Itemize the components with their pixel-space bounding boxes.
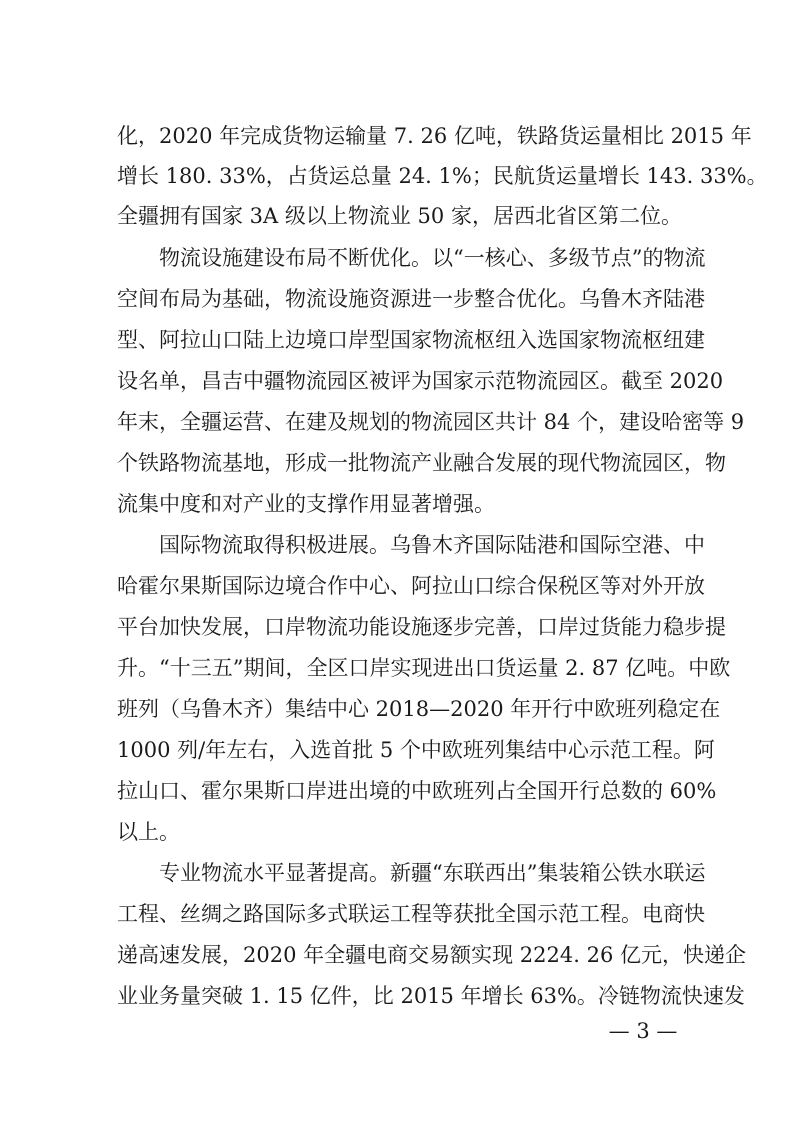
paragraph-start-line: 物流设施建设布局不断优化。以“一核心、多级节点”的物流 [159, 246, 706, 270]
text-line: 拉山口、霍尔果斯口岸进出境的中欧班列占全国开行总数的 60% [117, 779, 717, 803]
paragraph-start-line: 专业物流水平显著提高。新疆“东联西出”集装箱公铁水联运 [159, 861, 706, 885]
page-number: — 3 — [608, 1019, 678, 1043]
text-line: 业业务量突破 1. 15 亿件，比 2015 年增长 63%。冷链物流快速发 [117, 984, 745, 1008]
text-line: 班列（乌鲁木齐）集结中心 2018—2020 年开行中欧班列稳定在 [117, 697, 721, 721]
text-line: 平台加快发展，口岸物流功能设施逐步完善，口岸过货能力稳步提 [117, 615, 726, 639]
text-line: 化，2020 年完成货物运输量 7. 26 亿吨，铁路货运量相比 2015 年 [117, 124, 752, 148]
text-line: 哈霍尔果斯国际边境合作中心、阿拉山口综合保税区等对外开放 [117, 574, 705, 598]
text-line: 递高速发展，2020 年全疆电商交易额实现 2224. 26 亿元，快递企 [117, 943, 746, 967]
text-line: 型、阿拉山口陆上边境口岸型国家物流枢纽入选国家物流枢纽建 [117, 328, 705, 352]
text-line: 空间布局为基础，物流设施资源进一步整合优化。乌鲁木齐陆港 [117, 287, 705, 311]
paragraph-start-line: 国际物流取得积极进展。乌鲁木齐国际陆港和国际空港、中 [159, 533, 705, 557]
text-line: 个铁路物流基地，形成一批物流产业融合发展的现代物流园区，物 [117, 451, 726, 475]
text-line: 升。“十三五”期间，全区口岸实现进出口货运量 2. 87 亿吨。中欧 [117, 656, 731, 680]
text-line: 设名单，昌吉中疆物流园区被评为国家示范物流园区。截至 2020 [117, 369, 724, 393]
text-line: 以上。 [117, 820, 180, 844]
text-line: 工程、丝绸之路国际多式联运工程等获批全国示范工程。电商快 [117, 902, 705, 926]
text-line: 流集中度和对产业的支撑作用显著增强。 [117, 492, 495, 516]
text-line: 1000 列/年左右，入选首批 5 个中欧班列集结中心示范工程。阿 [117, 738, 715, 762]
text-line: 年末，全疆运营、在建及规划的物流园区共计 84 个，建设哈密等 9 [117, 410, 745, 434]
text-line: 全疆拥有国家 3A 级以上物流业 50 家，居西北省区第二位。 [117, 204, 682, 228]
text-line: 增长 180. 33%，占货运总量 24. 1%；民航货运量增长 143. 33%。 [117, 164, 768, 188]
